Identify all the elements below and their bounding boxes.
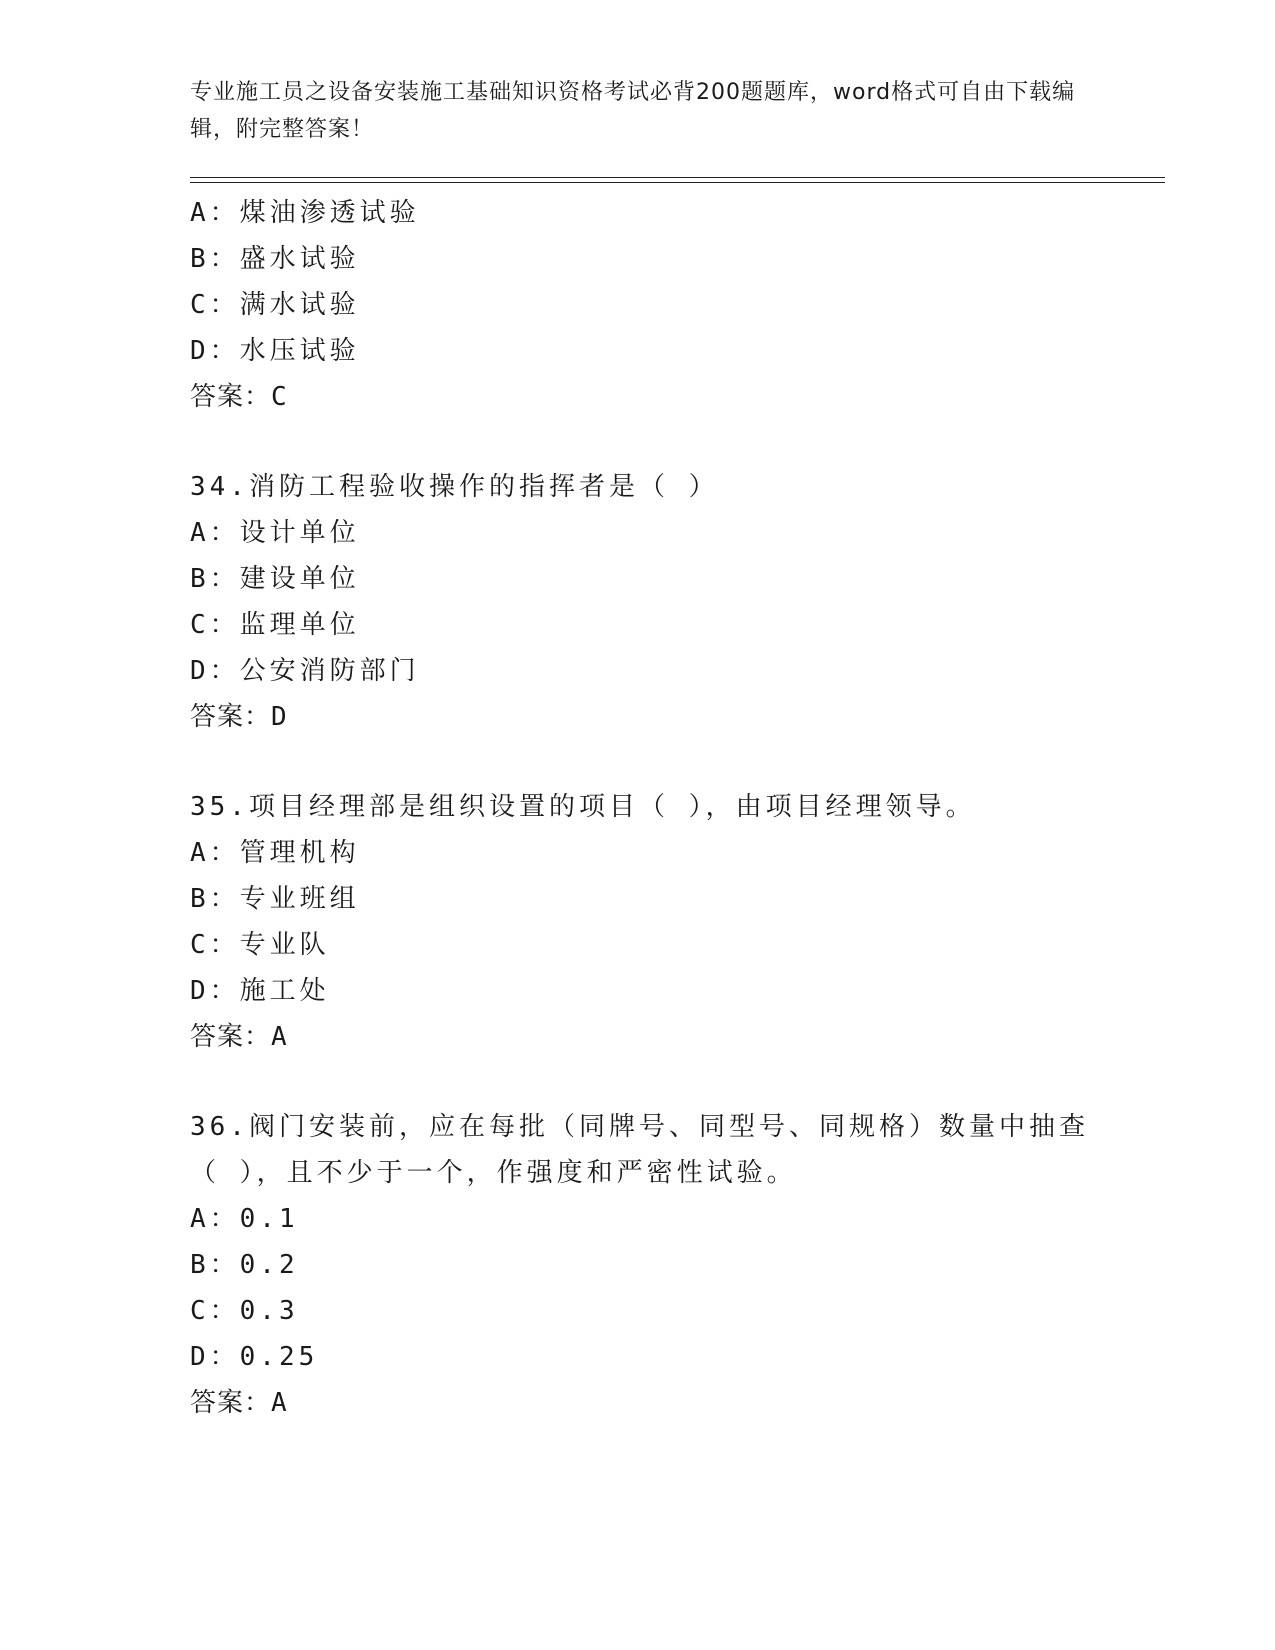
option-c: C：监理单位 bbox=[190, 610, 360, 640]
answer-value: A bbox=[271, 1022, 288, 1052]
option-a: A：0.1 bbox=[190, 1204, 299, 1234]
block-spacer bbox=[190, 1060, 1170, 1104]
answer-line bbox=[190, 1380, 1170, 1426]
option-b: B：盛水试验 bbox=[190, 244, 360, 274]
answer-value: A bbox=[271, 1388, 288, 1418]
option-c: C：0.3 bbox=[190, 1296, 299, 1326]
option-b: B：建设单位 bbox=[190, 564, 360, 594]
option-c: C：满水试验 bbox=[190, 290, 360, 320]
document-header-title: 专业施工员之设备安装施工基础知识资格考试必背200题题库，word格式可自由下载编辑，附完整答案！ bbox=[190, 80, 1076, 142]
option-d: D：施工处 bbox=[190, 976, 330, 1006]
answer-label: 答案： bbox=[190, 1022, 272, 1052]
answer-line bbox=[190, 1014, 1170, 1060]
block-spacer bbox=[190, 420, 1170, 464]
answer-label: 答案： bbox=[190, 382, 272, 412]
question-block bbox=[190, 1104, 1170, 1426]
option-d: D：水压试验 bbox=[190, 336, 360, 366]
question-text: 36.阀门安装前，应在每批（同牌号、同型号、同规格）数量中抽查（ ），且不少于一个，作强度和严密性试验。 bbox=[190, 1112, 1089, 1188]
option-a: A：煤油渗透试验 bbox=[190, 198, 420, 228]
question-list bbox=[190, 190, 1170, 1426]
answer-value: D bbox=[271, 702, 288, 732]
option-d: D：0.25 bbox=[190, 1342, 319, 1372]
option-c: C：专业队 bbox=[190, 930, 330, 960]
header-divider-bottom bbox=[190, 182, 1165, 183]
question-text: 35.项目经理部是组织设置的项目（ ），由项目经理领导。 bbox=[190, 792, 976, 822]
question-text: 34.消防工程验收操作的指挥者是（ ） bbox=[190, 472, 719, 502]
answer-label: 答案： bbox=[190, 702, 272, 732]
question-block bbox=[190, 190, 1170, 420]
answer-value: C bbox=[271, 382, 288, 412]
header-divider-top bbox=[190, 177, 1165, 178]
option-b: B：0.2 bbox=[190, 1250, 299, 1280]
option-a: A：管理机构 bbox=[190, 838, 360, 868]
answer-label: 答案： bbox=[190, 1388, 272, 1418]
answer-line bbox=[190, 374, 1170, 420]
question-block bbox=[190, 464, 1170, 740]
answer-line bbox=[190, 694, 1170, 740]
option-a: A：设计单位 bbox=[190, 518, 360, 548]
block-spacer bbox=[190, 740, 1170, 784]
question-block bbox=[190, 784, 1170, 1060]
option-b: B：专业班组 bbox=[190, 884, 360, 914]
option-d: D：公安消防部门 bbox=[190, 656, 420, 686]
